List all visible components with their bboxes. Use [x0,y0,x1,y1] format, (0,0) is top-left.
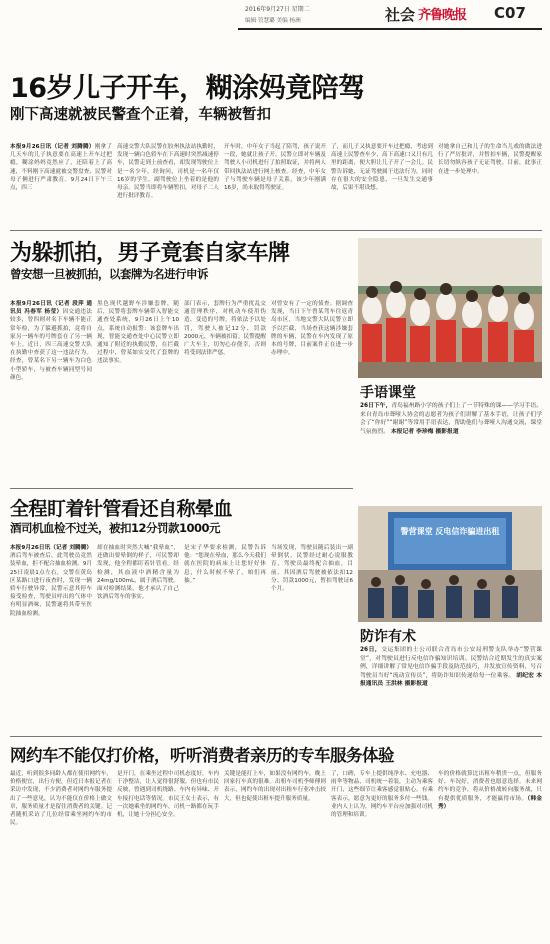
story2-subhead: 曾安想一旦被抓拍，以套牌为名进行申诉 [10,267,208,281]
photo1-caption-text: 青岛福州路小学的孩子们上了一节特殊的课——学习手语。来自青岛市聋哑人协会的志愿者为孩子们讲解了基本手语，让孩子们学会了“你好”“谢谢”等常用手语表达，帮助他们与聋哑人沟通交流，课堂气氛热烈。 [360,403,542,435]
story1-column-3: 开车时，中年女子当起了陪驾，孩子说开一段，她就让孩子开。民警立即对车辆及驾驶人小司机进行了拍照取证，并将两人带回执法站进行网上核查。经查，中年女子与驾驶车辆是母子关系，该少年刚满16岁，尚未取得驾驶证。 [224,144,326,192]
story3-column-1 [10,544,92,730]
photo-sign-language-class [358,238,542,378]
story4-column-3: 关键是能打上车，如果没有网约车，晚上回家打车真的很难。出租车司机李师傅则表示，网约车的出现对出租车行业冲击较大，但也促使出租车提升服务质量。 [224,771,326,802]
story4-col5-text: 车的价格就算比出租车稍贵一点，但服务好、车况好，消费者也愿意选择。未来网约车的竞争，将从价格战转向服务战，只有提供优质服务，才能赢得市场。 [438,771,542,802]
photo2-caption [360,646,542,730]
photo2-credit: 胡纪宏 本报通讯员 王洪林 摄影报道 [360,672,542,688]
story1-column-5: 对她拿自己和儿子的生命当儿戏的做法进行了严厉批评，并暂扣车辆，民警提醒家长切勿纵容孩子无证驾驶。目前，此事正在进一步处理中。 [438,144,542,175]
editor-credits: 编辑 管慧璐 美编 杨洲 [245,18,301,24]
story2-headline: 为躲抓拍，男子竟套自家车牌 [10,241,290,266]
story4-column-4: 了，口碑，专车上提供纯净水、充电器、雨伞等物品，司机统一着装，主动为乘客开门，这些细节让乘客感觉很贴心。有乘客表示，愿意为更好的服务多付一些钱。业内人士认为，网约车平台应加强对司机的管理和培训。 [331,771,433,819]
story4-credit: （韩金秀） [438,795,542,810]
story2-column-4: 对曾安有了一定的侦查。据调查发现，当日下午曾某驾车往返青岛市区，当地交警大队民警立即予以拦截，当场查获这辆涉嫌套牌的车辆，民警在车内发现了原本的号牌，目前案件正在进一步办理中。 [271,301,353,357]
page-number: C07 [494,4,526,22]
divider-1 [10,230,542,231]
story2-column-2: 黑色现代越野车涉嫌套牌，随后，民警将套牌车辆带入智能交通查处系统，9月26日上午10点，系统自动报警：该套牌车出现，智能交通查处中心民警立即通知了附近的执勤民警，在拦截过程中，曾某如实交代了套牌的违法事实。 [97,301,179,365]
photo2-caption-lead: 26日， [360,647,382,653]
divider-2 [10,488,353,489]
story1-column-1 [10,143,112,225]
photo-anti-fraud-class [358,506,542,622]
photo2-banner-text: 警营课堂 反电信诈骗进出租 [400,527,500,536]
newspaper-logo: 齐鲁晚报 [418,8,467,23]
story3-column-3: 是宋子华要求检测，民警告诉他：“您现在晕血，那么今天我们就在医院的病床上让您好好休息，什么时候不晕了，咱们再抽。” [184,545,266,584]
story2-column-3: 部门表示，套牌行为严重扰乱交通管理秩序，对机动车使用伪造、变造的号牌，将依法予以处罚，驾驶人被记12分、罚款2000元，车辆被扣留。民警提醒广大车主，切勿心存侥幸，否则将受到法律严惩。 [184,301,266,357]
photo1-caption-lead: 26日下午， [360,403,392,409]
story3-headline: 全程盯着针管看还自称晕血 [10,498,233,520]
story4-headline: 网约车不能仅打价格，听听消费者亲历的专车服务体验 [10,746,394,765]
story4-column-2: 是开门，在乘坐过程中司机态度好，车内干净整洁，让人觉得很舒服。但也有市民反映，曾遇到司机绕路、车内有异味、开车接打电话等情况。市民王女士表示，有一次她乘坐的网约车，司机一路都在玩手机，让她十分担心安全。 [117,771,219,819]
story3-col1-text: 酒后驾车被查后，此驾驶员竟然装晕血，拒不配合抽血检测。9月25日凌晨1点左右，交警在黄岛区某路口进行夜查时，发现一辆轿车行驶异常，民警示意其停车接受检查，驾驶员呼出的气体中有明显酒味，民警遂将其带至医院抽血检测。 [10,553,92,617]
story1-byline: 本报9月26日讯（记者 刘腾腾） [10,144,95,150]
story4-column-5 [438,770,542,936]
story1-col1-text: 刚拿了几天车的儿子执意要在高速上开车过把瘾，糊涂妈妈竟然应了，还陪着上了高速，不料刚下高速就被交警盘查，民警对母子俩进行严肃教育。9月24日下午三点，四三 [10,144,112,192]
story2-byline: 本报9月26日讯（记者 段萍 通讯员 冯春军 杨莹） [10,301,92,316]
story2-column-1 [10,300,92,500]
classroom-photo-image [358,238,542,378]
story1-headline: 16岁儿子开车，糊涂妈竟陪驾 [10,73,365,104]
masthead-rule [238,28,542,30]
photo2-caption-text: 交运集团的士公司联合青岛市公安局刑警支队举办“警营课堂”，对驾驶员进行反电信诈骗知识培训。民警结合近期发生的真实案例，详细讲解了常见电信诈骗手段及防范技巧，并发放宣传资料，号召驾驶员当好“流动宣传员”，将防诈知识传递给每一位乘客。 [360,647,542,679]
story2-col1-text: 因交通违法较多，曾四则对名下车辆不能正常年检，为了躲避抓拍，竟将自家另一辆车的号牌套在了另一辆车上。近日，四三高速交警大队在执勤中查获了这一违法行为。经查，曾某名下另一辆车为白色小型轿车，与被查车辆同型号同颜色。 [10,309,92,381]
story3-column-4: 当场发现，驾驶员随后装出一副晕倒状，民警经过耐心说服教育，驾驶员最终配合抽血，目前，其因酒后驾驶被依法扣12分、罚款1000元，暂扣驾驶证6个月。 [271,545,353,593]
photo1-caption [360,402,542,500]
story3-column-2: 却在抽血时突然大喊“我晕血”，还做出要晕倒的样子，可民警却发现，他全程都盯着针管看。经检测，其血液中酒精含量为24mg/100mL，属于酒后驾驶。面对检测结果，他才承认了自己饮酒后驾车的事实。 [97,545,179,601]
story3-subhead: 酒司机血检不过关，被扣12分罚款1000元 [10,521,221,535]
story1-column-4: 了，而儿子又执意要开车过把瘾，考虑到高速上民警查车少，高下高速口又只有几里的距离，便大胆让儿子开了一会儿。民警告诉她，无证驾驶属于违法行为，同时存在很大的安全隐患，一旦发生交通事故，后果不堪设想。 [331,144,433,192]
story1-column-2: 高速交警大队民警在胶州执法站执勤时，发现一辆白色轿车在下高速时突然减速停车，民警走到上前查看，却发现驾驶位上是一名少年。经询问，司机是一名年仅16岁的学生，副驾驶位上坐着的是他的母亲。民警当即将车辆暂扣，对母子二人进行批评教育。 [117,144,219,200]
issue-date: 2016年9月27日 星期二 [245,6,310,13]
story4-column-1: 最近，听到很多同龄人都在使用网约车，价格便宜，出行方便，但近日本报记者在采访中发现，不少消费者对网约车服务提出了一些意见，认为不能仅在价格上做文章，服务质量才是留住消费者的关键。记者随机采访了几位经常乘坐网约车的市民。 [10,771,112,827]
story3-byline: 本报9月26日讯（记者 刘腾腾） [10,545,92,551]
divider-3 [10,736,542,737]
police-class-photo-image [358,506,542,622]
photo1-credit: 本报记者 李珍梅 摄影报道 [390,428,459,435]
photo1-title: 手语课堂 [360,385,416,401]
section-name: 社会 [385,6,416,24]
story1-subhead: 刚下高速就被民警查个正着，车辆被暂扣 [10,107,271,123]
photo2-title: 防诈有术 [360,629,416,645]
